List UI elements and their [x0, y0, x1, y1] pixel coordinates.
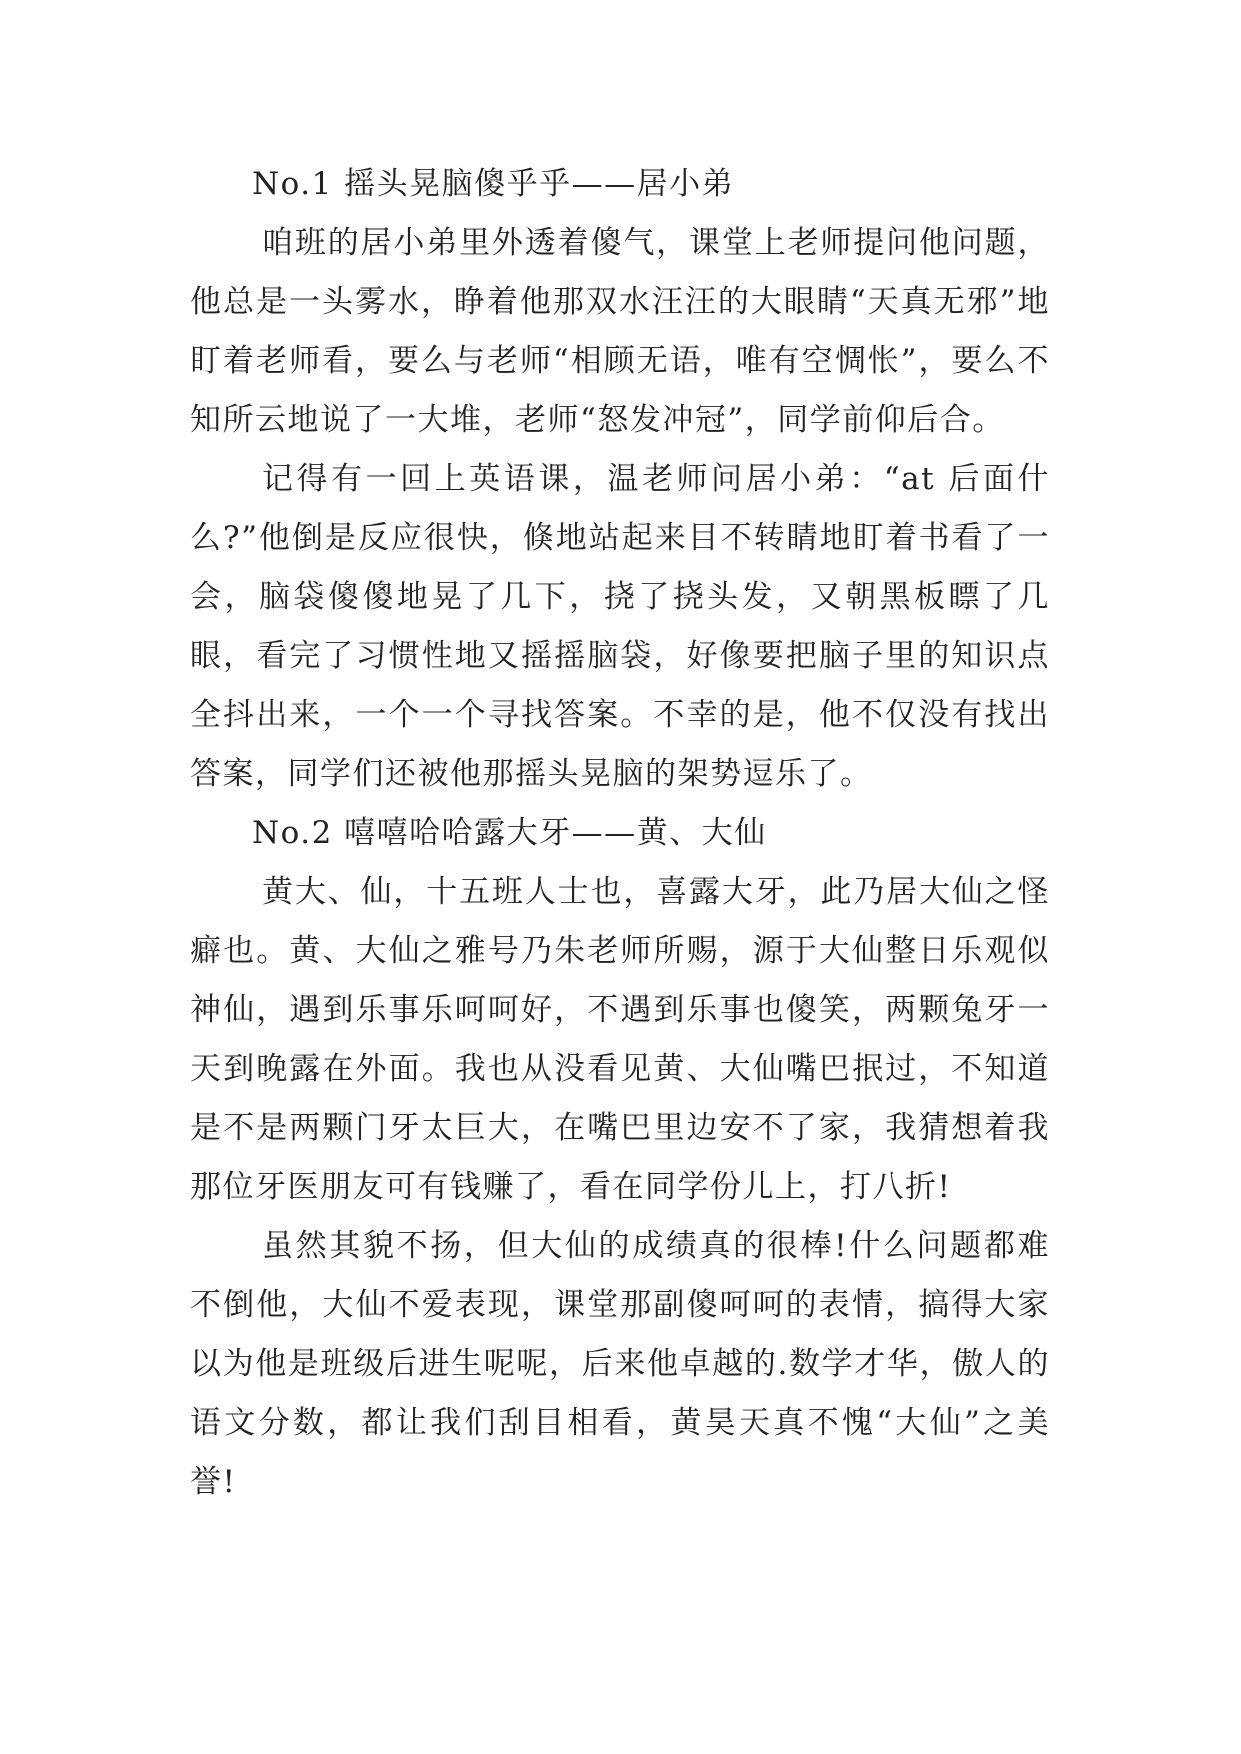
document-body [190, 155, 1050, 1512]
section-1-heading: No.1 摇头晃脑傻乎乎——居小弟 [252, 166, 735, 202]
section-2-paragraph-1: 黄大、仙，十五班人士也，喜露大牙，此乃居大仙之怪癖也。黄、大仙之雅号乃朱老师所赐，源于大仙整日乐观似神仙，遇到乐事乐呵呵好，不遇到乐事也傻笑，两颗兔牙一天到晚露在外面。我也从没看见黄、大仙嘴巴抿过，不知道是不是两颗门牙太巨大，在嘴巴里边安不了家，我猜想着我那位牙医朋友可有钱赚了，看在同学份儿上，打八折! [190, 874, 1050, 1205]
section-2-paragraph-2: 虽然其貌不扬，但大仙的成绩真的很棒!什么问题都难不倒他，大仙不爱表现，课堂那副傻呵呵的表情，搞得大家以为他是班级后进生呢呢，后来他卓越的.数学才华，傲人的语文分数，都让我们刮目相看，黄昊天真不愧“大仙”之美誉! [190, 1228, 1050, 1500]
section-1-paragraph-1: 咱班的居小弟里外透着傻气，课堂上老师提问他问题，他总是一头雾水，睁着他那双水汪汪的大眼睛“天真无邪”地盯着老师看，要么与老师“相顾无语，唯有空惆怅”，要么不知所云地说了一大堆，老师“怒发冲冠”，同学前仰后合。 [190, 225, 1050, 438]
section-1-paragraph-2: 记得有一回上英语课，温老师问居小弟：“at 后面什么?”他倒是反应很快，倏地站起来目不转睛地盯着书看了一会，脑袋傻傻地晃了几下，挠了挠头发，又朝黑板瞟了几眼，看完了习惯性地又摇摇脑袋，好像要把脑子里的知识点全抖出来，一个一个寻找答案。不幸的是，他不仅没有找出答案，同学们还被他那摇头晃脑的架势逗乐了。 [190, 461, 1050, 792]
section-2-heading: No.2 嘻嘻哈哈露大牙——黄、大仙 [252, 815, 767, 851]
